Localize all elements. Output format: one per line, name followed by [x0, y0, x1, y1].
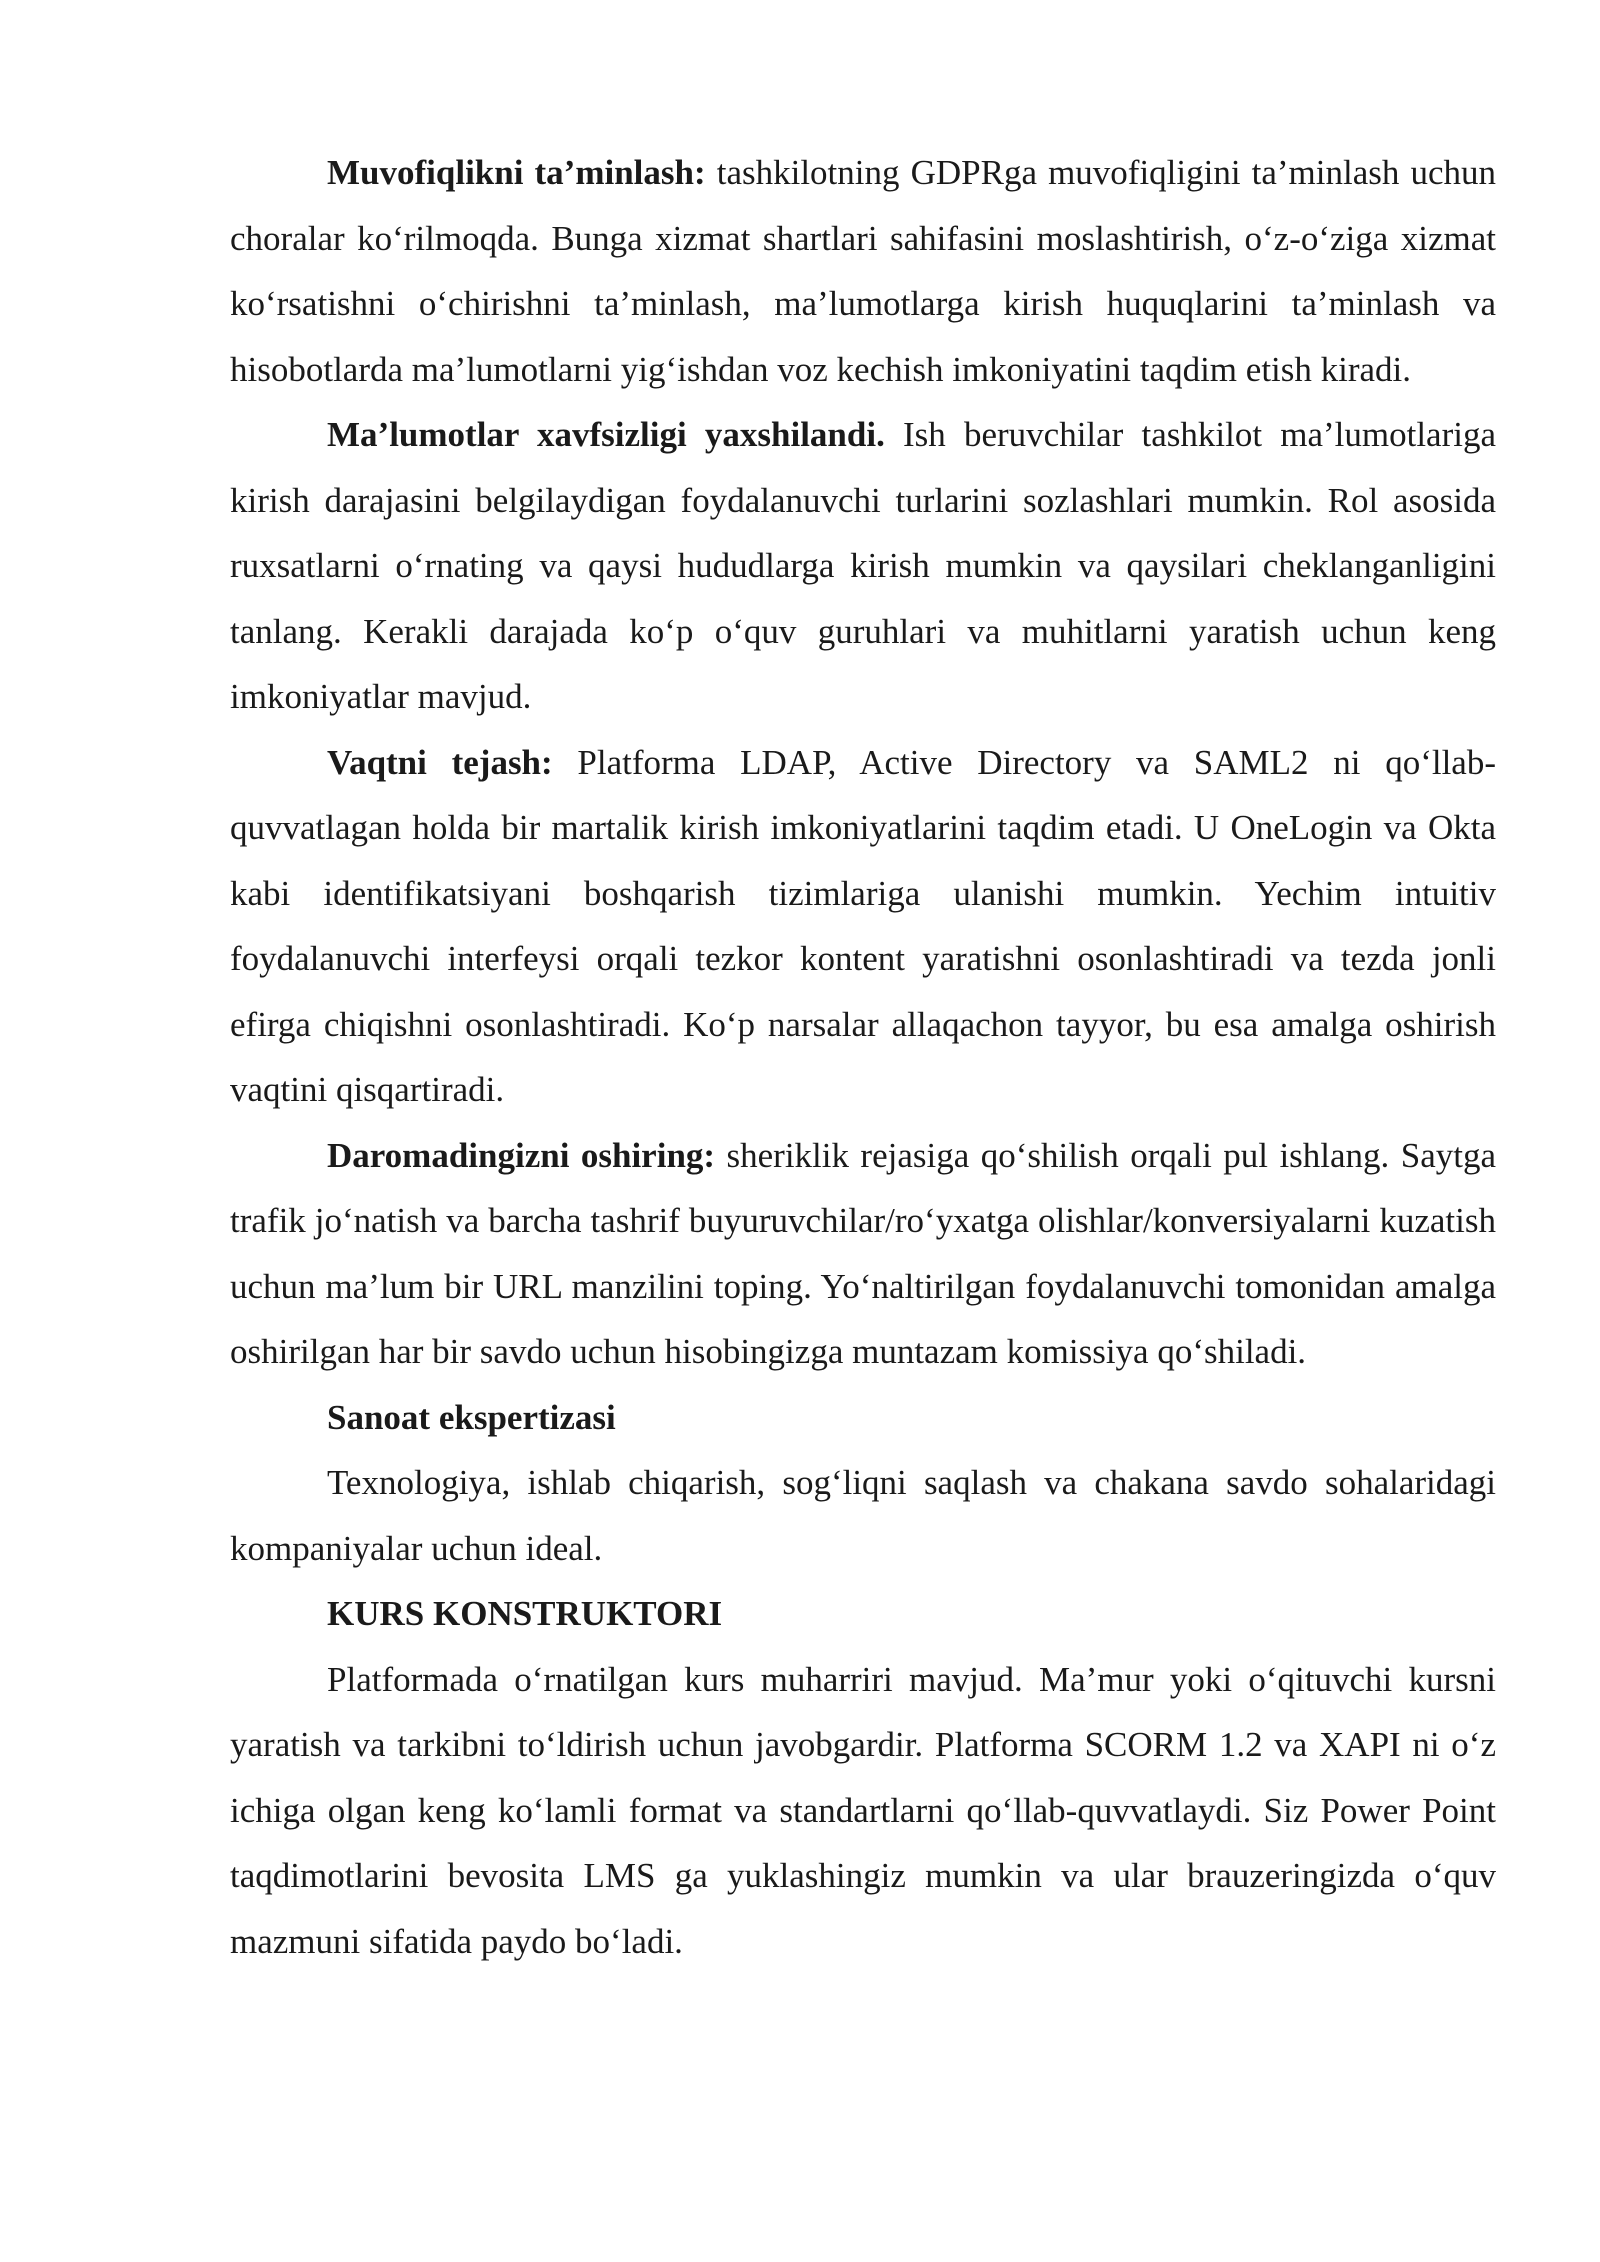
- paragraph-compliance: [230, 140, 1496, 402]
- paragraph-data-security: [230, 402, 1496, 730]
- paragraph-income: [230, 1123, 1496, 1385]
- paragraph-text: Platforma LDAP, Active Directory va SAML2 ni qo‘llab-quvvatlagan holda bir martalik kirish imkoniyatlarini taqdim etadi. U OneLogin va Okta kabi identifikatsiyani boshqarish tizimlariga ulanishi mumkin. Yechim intuitiv foydalanuvchi interfeysi orqali tezkor kontent yaratishni osonlashtiradi va tezda jonli efirga chiqishni osonlashtiradi. Ko‘p narsalar allaqachon tayyor, bu esa amalga oshirish vaqtini qisqartiradi.: [230, 742, 1496, 1109]
- paragraph-lead: Ma’lumotlar xavfsizligi yaxshilandi.: [327, 415, 885, 454]
- paragraph-text: tashkilotning GDPRga muvofiqligini ta’minlash uchun choralar ko‘rilmoqda. Bunga xizmat shartlari sahifasini moslashtirish, o‘z-o‘ziga xizmat ko‘rsatishni o‘chirishni ta’minlash, ma’lumotlarga kirish huquqlarini ta’minlash va hisobotlarda ma’lumotlarni yig‘ishdan voz kechish imkoniyatini taqdim etish kiradi.: [230, 153, 1496, 389]
- section-heading-course-builder: KURS KONSTRUKTORI: [327, 1594, 723, 1633]
- paragraph-time-saving: [230, 730, 1496, 1123]
- paragraph-course-builder: Platformada o‘rnatilgan kurs muharriri mavjud. Ma’mur yoki o‘qituvchi kursni yaratish va tarkibni to‘ldirish uchun javobgardir. Platforma SCORM 1.2 va XAPI ni o‘z ichiga olgan keng ko‘lamli format va standartlarni qo‘llab-quvvatlaydi. Siz Power Point taqdimotlarini bevosita LMS ga yuklashingiz mumkin va ular brauzeringizda o‘quv mazmuni sifatida paydo bo‘ladi.: [230, 1659, 1496, 1961]
- paragraph-text: Ish beruvchilar tashkilot ma’lumotlariga kirish darajasini belgilaydigan foydalanuvchi turlarini sozlashlari mumkin. Rol asosida ruxsatlarni o‘rnating va qaysi hududlarga kirish mumkin va qaysilari cheklanganligini tanlang. Kerakli darajada ko‘p o‘quv guruhlari va muhitlarni yaratish uchun keng imkoniyatlar mavjud.: [230, 415, 1496, 716]
- paragraph-lead: Muvofiqlikni ta’minlash:: [327, 153, 706, 192]
- paragraph-text: sheriklik rejasiga qo‘shilish orqali pul ishlang. Saytga trafik jo‘natish va barcha tashrif buyuruvchilar/ro‘yxatga olishlar/konversiyalarni kuzatish uchun ma’lum bir URL manzilini toping. Yo‘naltirilgan foydalanuvchi tomonidan amalga oshirilgan har bir savdo uchun hisobingizga muntazam komissiya qo‘shiladi.: [230, 1135, 1496, 1371]
- paragraph-lead: Daromadingizni oshiring:: [327, 1135, 716, 1175]
- paragraph-industry: Texnologiya, ishlab chiqarish, sog‘liqni saqlash va chakana savdo sohalaridagi kompaniyalar uchun ideal.: [230, 1463, 1496, 1568]
- section-heading-industry: Sanoat ekspertizasi: [327, 1397, 616, 1437]
- document-page: [230, 140, 1496, 1974]
- paragraph-lead: Vaqtni tejash:: [327, 742, 553, 782]
